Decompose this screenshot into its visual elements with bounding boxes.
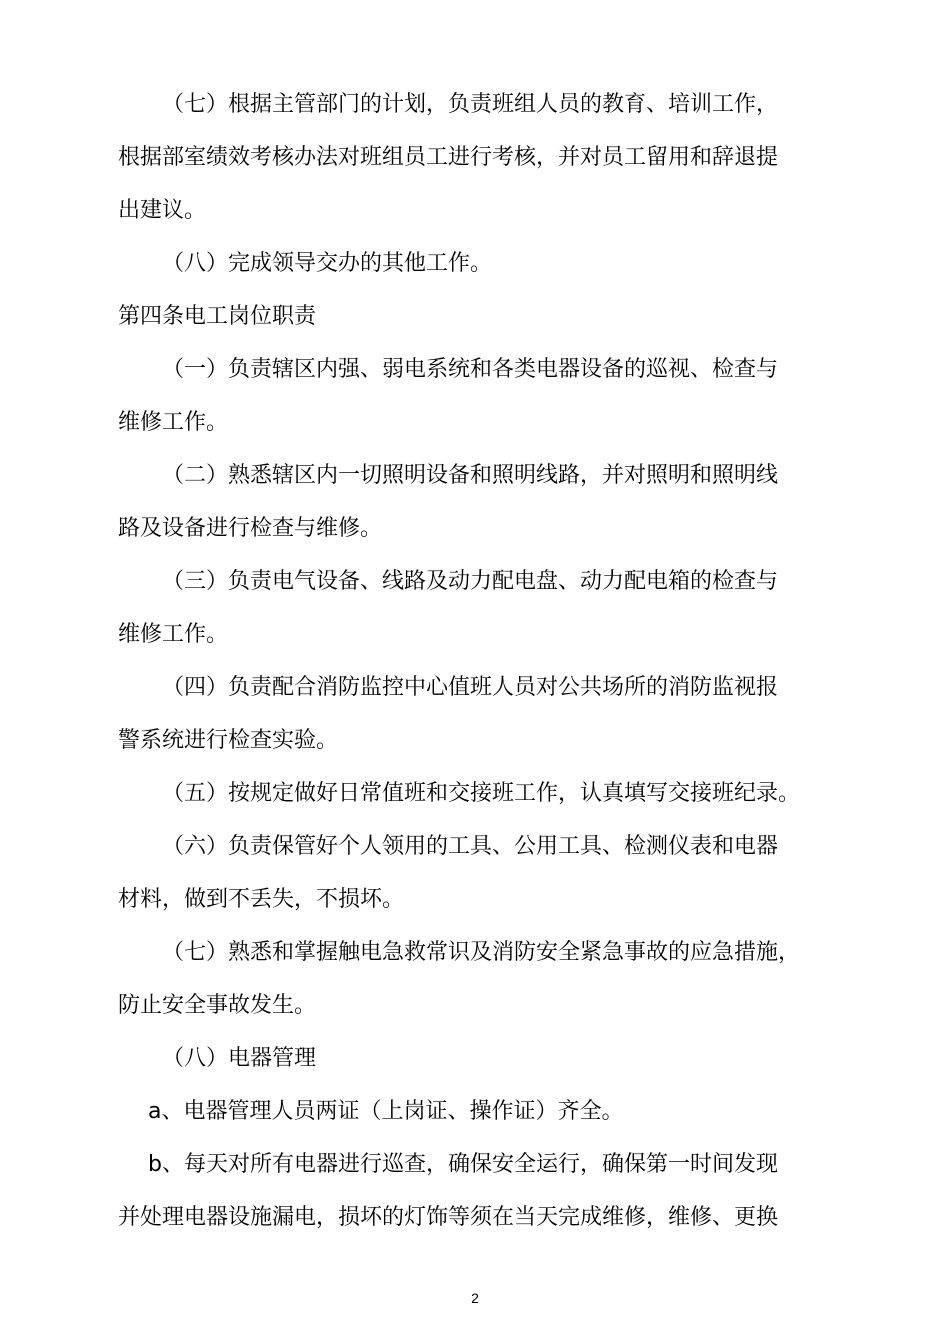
- paragraph-line: 根据部室绩效考核办法对班组员工进行考核，并对员工留用和辞退提: [118, 145, 779, 170]
- paragraph-line: （五）按规定做好日常值班和交接班工作，认真填写交接班纪录。: [162, 781, 801, 806]
- paragraph-line: 并处理电器设施漏电，损坏的灯饰等须在当天完成维修，维修、更换: [118, 1205, 779, 1230]
- paragraph-line: （一）负责辖区内强、弱电系统和各类电器设备的巡视、检查与: [162, 357, 779, 382]
- paragraph-line: a、电器管理人员两证（上岗证、操作证）齐全。: [148, 1099, 624, 1124]
- paragraph-line: 路及设备进行检查与维修。: [118, 516, 383, 541]
- paragraph-line: 防止安全事故发生。: [118, 993, 317, 1018]
- page-number: 2: [471, 1290, 479, 1306]
- paragraph-line: 维修工作。: [118, 622, 229, 647]
- paragraph-line: 警系统进行检查实验。: [118, 728, 339, 753]
- paragraph-line: （七）根据主管部门的计划，负责班组人员的教育、培训工作，: [162, 92, 779, 117]
- paragraph-line: （八）完成领导交办的其他工作。: [162, 251, 493, 276]
- document-body: [118, 78, 838, 1244]
- paragraph-line: （六）负责保管好个人领用的工具、公用工具、检测仪表和电器: [162, 834, 779, 859]
- paragraph-line: 出建议。: [118, 198, 207, 223]
- paragraph-line: 材料，做到不丢失，不损坏。: [118, 887, 405, 912]
- paragraph-line: （三）负责电气设备、线路及动力配电盘、动力配电箱的检查与: [162, 569, 779, 594]
- section-heading: 第四条电工岗位职责: [118, 304, 317, 329]
- paragraph-line: （四）负责配合消防监控中心值班人员对公共场所的消防监视报: [162, 675, 779, 700]
- paragraph-line: 维修工作。: [118, 410, 229, 435]
- paragraph-line: （二）熟悉辖区内一切照明设备和照明线路，并对照明和照明线: [162, 463, 779, 488]
- paragraph-line: （七）熟悉和掌握触电急救常识及消防安全紧急事故的应急措施，: [162, 940, 801, 965]
- paragraph-line: （八）电器管理: [162, 1046, 317, 1071]
- paragraph-line: b、每天对所有电器进行巡查，确保安全运行，确保第一时间发现: [148, 1152, 778, 1177]
